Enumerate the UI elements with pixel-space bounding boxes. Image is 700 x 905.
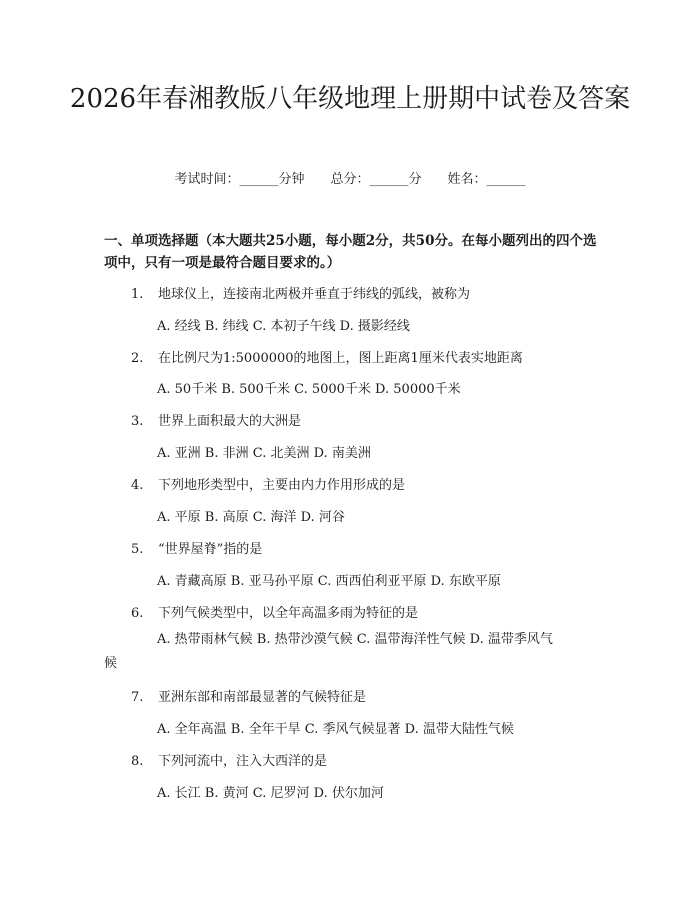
question-1-options: A. 经线 B. 纬线 C. 本初子午线 D. 摄影经线 bbox=[157, 319, 410, 334]
question-1 bbox=[131, 283, 470, 302]
question-4 bbox=[131, 474, 405, 493]
question-8-options: A. 长江 B. 黄河 C. 尼罗河 D. 伏尔加河 bbox=[157, 786, 384, 801]
question-stem: 下列地形类型中，主要由内力作用形成的是 bbox=[158, 478, 406, 493]
question-7-options: A. 全年高温 B. 全年干旱 C. 季风气候显著 D. 温带大陆性气候 bbox=[157, 722, 514, 737]
question-3-options: A. 亚洲 B. 非洲 C. 北美洲 D. 南美洲 bbox=[157, 446, 371, 461]
question-number: 6. bbox=[131, 606, 144, 621]
question-3 bbox=[131, 410, 301, 429]
question-stem: 亚洲东部和南部最显著的气候特征是 bbox=[158, 690, 367, 705]
question-stem: 在比例尺为1:5000000的地图上，图上距离1厘米代表实地距离 bbox=[158, 351, 523, 366]
question-6-options: A. 热带雨林气候 B. 热带沙漠气候 C. 温带海洋性气候 D. 温带季风气候 bbox=[104, 632, 553, 671]
page-title: 2026年春湘教版八年级地理上册期中试卷及答案 bbox=[69, 84, 631, 114]
question-number: 8. bbox=[131, 754, 144, 769]
exam-info: 考试时间：______分钟 总分：______分 姓名：______ bbox=[174, 172, 526, 187]
question-number: 2. bbox=[131, 351, 144, 366]
question-number: 3. bbox=[131, 414, 144, 429]
question-6 bbox=[131, 602, 418, 621]
question-number: 7. bbox=[131, 690, 144, 705]
section-heading: 一、单项选择题（本大题共25小题，每小题2分，共50分。在每小题列出的四个选项中，只有一项是最符合题目要求的。） bbox=[104, 233, 597, 271]
question-2-options: A. 50千米 B. 500千米 C. 5000千米 D. 50000千米 bbox=[157, 382, 461, 397]
question-stem: 世界上面积最大的大洲是 bbox=[158, 414, 302, 429]
question-8 bbox=[131, 750, 327, 769]
question-stem: 下列气候类型中，以全年高温多雨为特征的是 bbox=[158, 606, 419, 621]
question-7 bbox=[131, 686, 366, 705]
question-stem: 下列河流中，注入大西洋的是 bbox=[158, 754, 328, 769]
question-5-options: A. 青藏高原 B. 亚马孙平原 C. 西西伯利亚平原 D. 东欧平原 bbox=[157, 574, 501, 589]
question-2 bbox=[131, 347, 523, 366]
question-stem: 地球仪上，连接南北两极并垂直于纬线的弧线，被称为 bbox=[158, 287, 471, 302]
question-number: 5. bbox=[131, 542, 144, 557]
question-stem: “世界屋脊”指的是 bbox=[158, 542, 263, 557]
question-5 bbox=[131, 538, 262, 557]
question-number: 4. bbox=[131, 478, 144, 493]
question-4-options: A. 平原 B. 高原 C. 海洋 D. 河谷 bbox=[157, 510, 345, 525]
question-number: 1. bbox=[131, 287, 144, 302]
